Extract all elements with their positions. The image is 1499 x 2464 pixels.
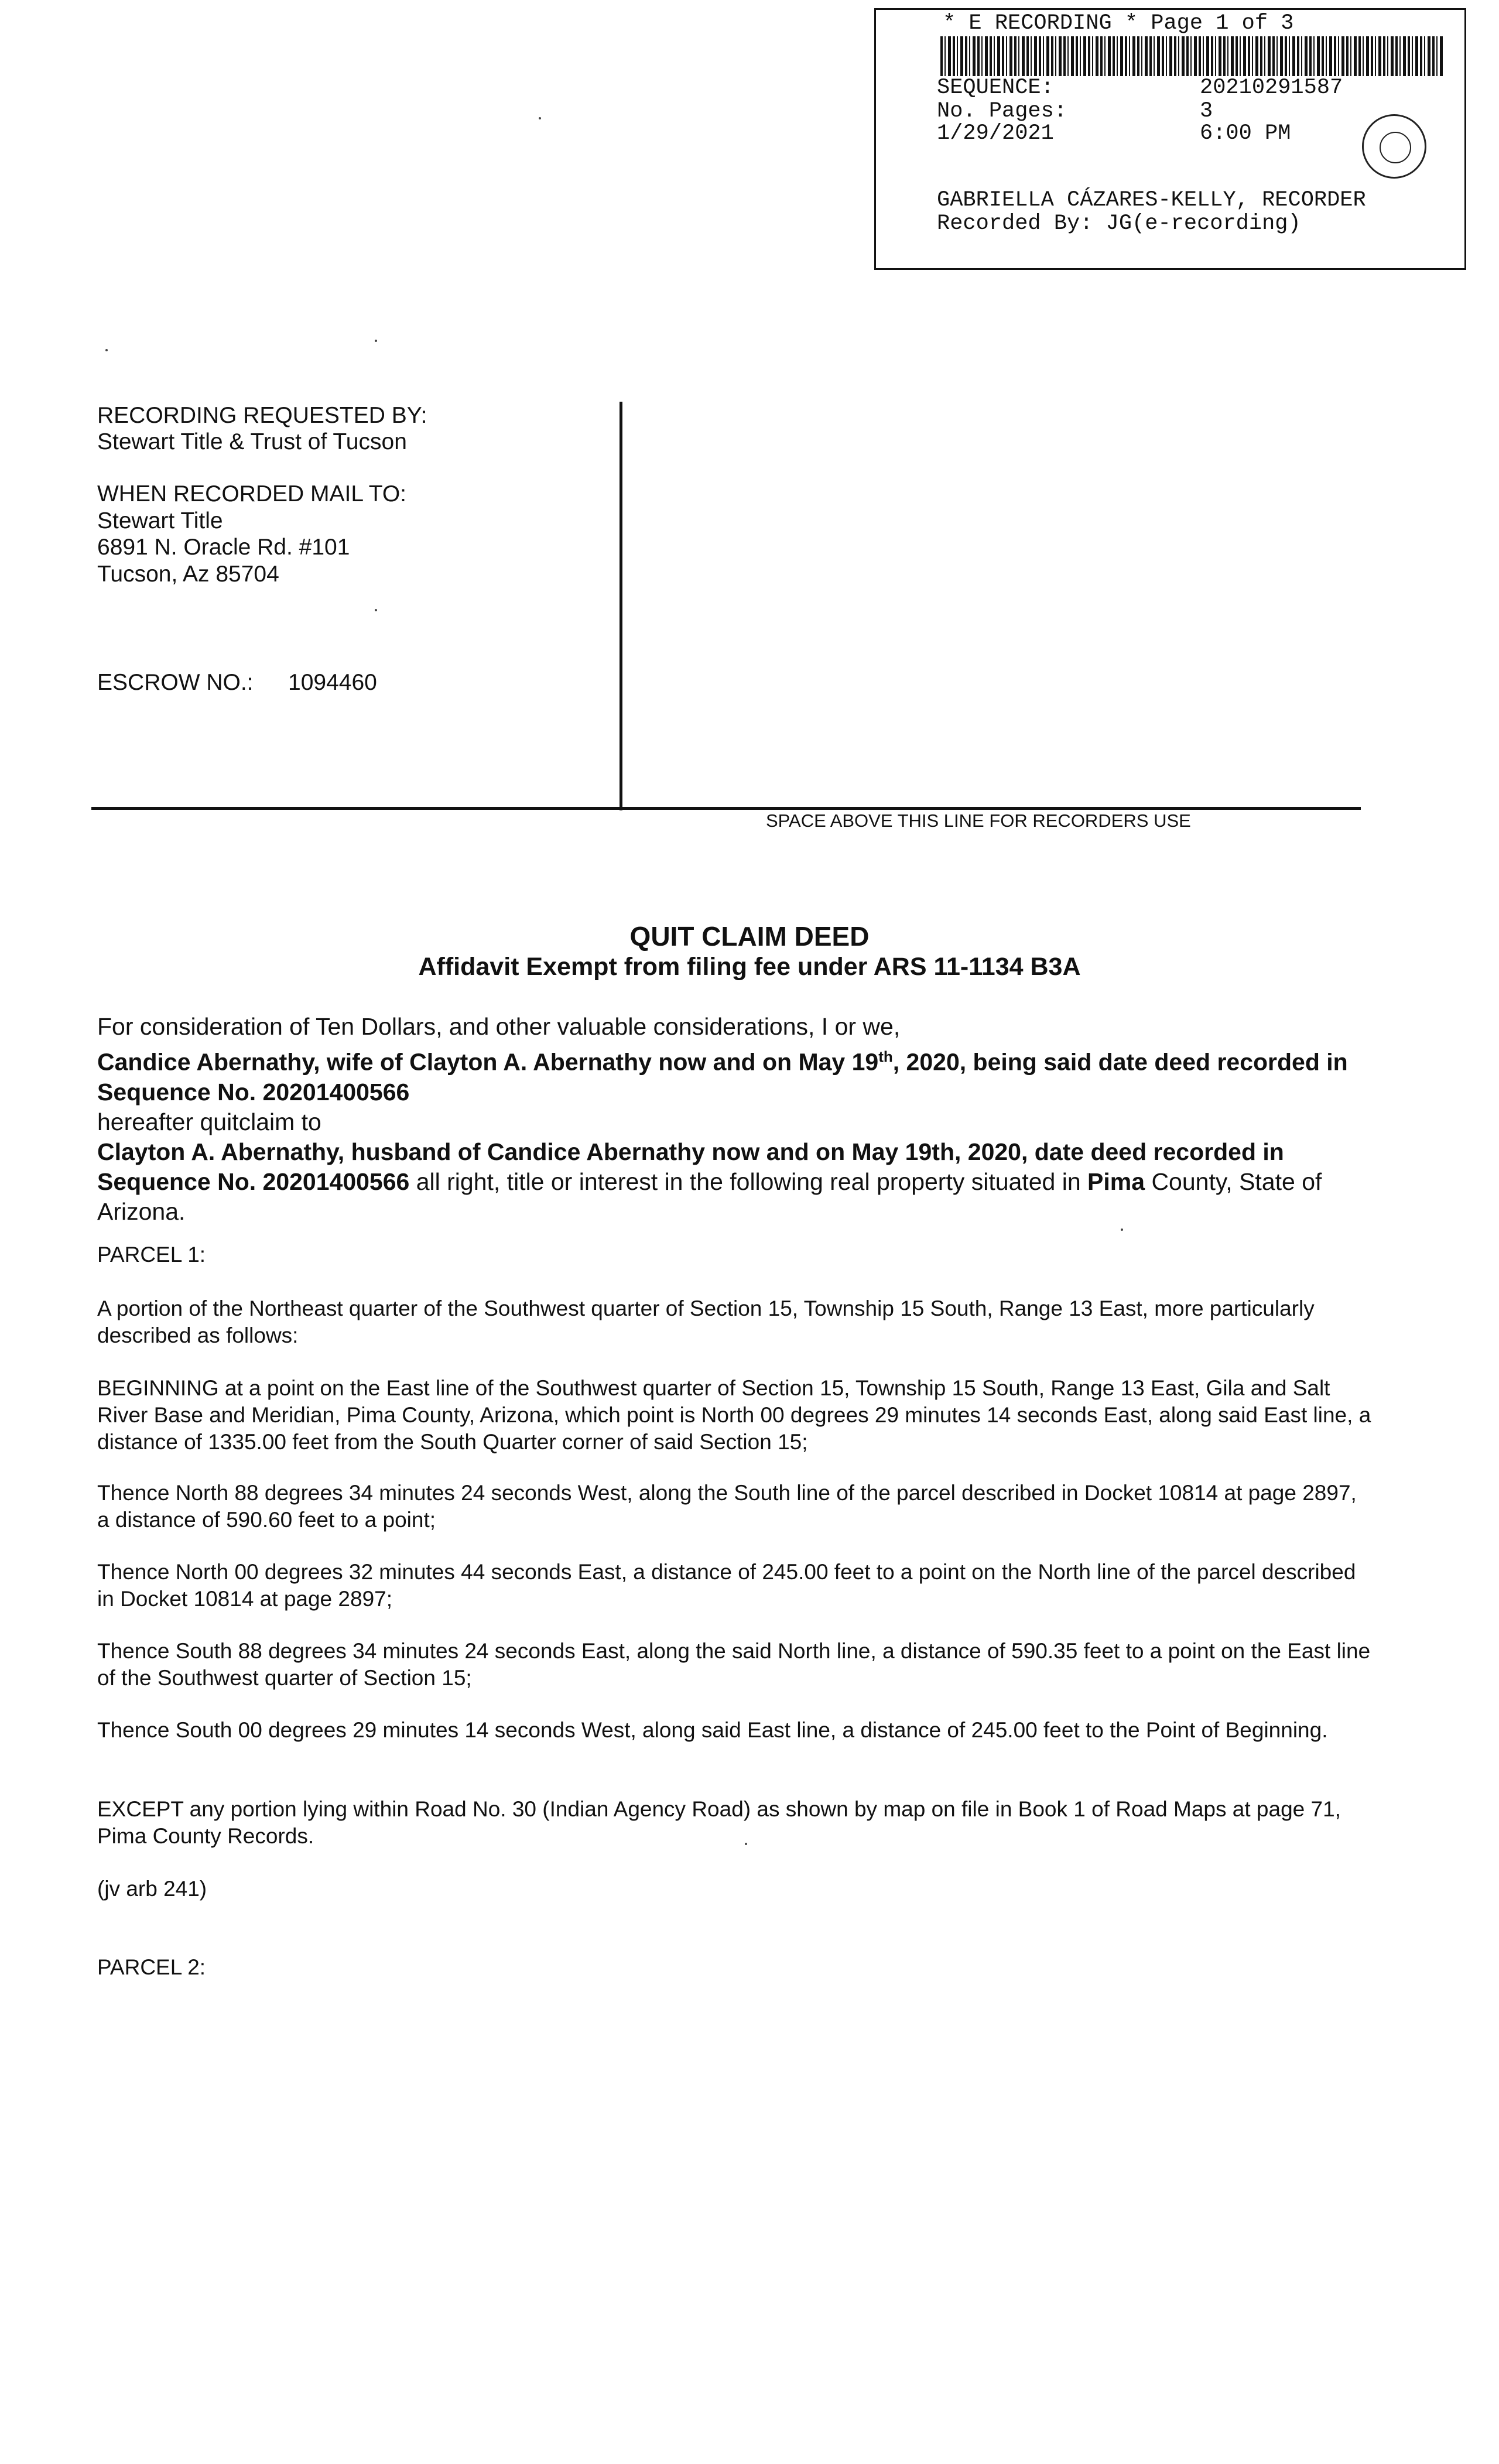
parcel1-course-1: Thence North 88 degrees 34 minutes 24 seconds West, along the South line of the parcel described in Docket 10814 at page 2897, a distance of 590.60 feet to a point;	[97, 1481, 1357, 1532]
parcel1-course-3: Thence South 88 degrees 34 minutes 24 seconds East, along the said North line, a distance of 590.35 feet to a point on the East line of the Southwest quarter of Section 15;	[97, 1639, 1371, 1690]
document-title: QUIT CLAIM DEED	[629, 921, 870, 952]
scan-speck	[1121, 1228, 1123, 1231]
grantor-text-a: Candice Abernathy, wife of Clayton A. Abernathy now and on May 19	[97, 1048, 879, 1076]
scan-speck	[539, 117, 541, 119]
sequence-label: SEQUENCE:	[937, 76, 1054, 100]
scan-speck	[375, 609, 377, 611]
escrow-value: 1094460	[288, 670, 377, 695]
grantee-text: Clayton A. Abernathy, husband of Candice Abernathy now and on May 19th, 2020, date deed recorded in Sequence No. 20201400566	[97, 1138, 1284, 1195]
parcel1-description: A portion of the Northeast quarter of the Southwest quarter of Section 15, Township 15 South, Range 13 East, more particularly described as follows:	[97, 1296, 1315, 1347]
parcel1-heading: PARCEL 1:	[97, 1243, 206, 1267]
mail-to-line1: Stewart Title	[97, 508, 223, 533]
recorded-by: Recorded By: JG(e-recording)	[937, 211, 1301, 236]
pages-label: No. Pages:	[937, 99, 1067, 124]
vertical-rule	[620, 402, 622, 810]
parcel1-reference: (jv arb 241)	[97, 1877, 207, 1901]
rest-text-a: all right, title or interest in the following real property situated in	[409, 1168, 1088, 1195]
parcel1-beginning: BEGINNING at a point on the East line of the Southwest quarter of Section 15, Township 15 South, Range 13 East, Gila and Salt River Base and Meridian, Pima County, Arizona, which point is North 00 degrees 29 minutes 14 seconds East, along said East line, a distance of 1335.00 feet from the South Quarter corner of said Section 15;	[97, 1376, 1371, 1454]
recording-stamp	[874, 8, 1466, 270]
barcode	[940, 36, 1444, 76]
consideration-intro: For consideration of Ten Dollars, and other valuable considerations, I or we,	[97, 1013, 901, 1040]
scan-speck	[375, 340, 377, 342]
grantor-superscript: th	[878, 1048, 893, 1065]
parcel1-course-2: Thence North 00 degrees 32 minutes 44 seconds East, a distance of 245.00 feet to a point on the North line of the parcel described in Docket 10814 at page 2897;	[97, 1560, 1356, 1611]
recorder-name: GABRIELLA CÁZARES-KELLY, RECORDER	[937, 188, 1366, 213]
sequence-value: 20210291587	[1200, 76, 1343, 100]
consideration-paragraph	[97, 1012, 1368, 1227]
parcel1-exception: EXCEPT any portion lying within Road No. 30 (Indian Agency Road) as shown by map on file in Book 1 of Road Maps at page 71, Pima County Records.	[97, 1797, 1341, 1848]
mail-to-line2: 6891 N. Oracle Rd. #101	[97, 535, 350, 560]
parcel2-heading: PARCEL 2:	[97, 1955, 206, 1979]
recording-time: 6:00 PM	[1200, 121, 1291, 146]
space-above-note: SPACE ABOVE THIS LINE FOR RECORDERS USE	[766, 810, 1191, 831]
quitclaim-text: hereafter quitclaim to	[97, 1108, 321, 1135]
recording-requested-value: Stewart Title & Trust of Tucson	[97, 429, 407, 454]
recording-requested-label: RECORDING REQUESTED BY:	[97, 403, 427, 428]
mail-to-line3: Tucson, Az 85704	[97, 562, 279, 587]
grantor-clause	[97, 1042, 1368, 1107]
rest-text-b: County, State of Arizona.	[97, 1168, 1322, 1225]
county-recorder-seal	[1362, 114, 1426, 179]
pages-value: 3	[1200, 99, 1213, 124]
recorder-space-line	[91, 807, 1361, 810]
escrow-label: ESCROW NO.:	[97, 670, 254, 695]
parcel1-course-4: Thence South 00 degrees 29 minutes 14 seconds West, along said East line, a distance of 245.00 feet to the Point of Beginning.	[97, 1718, 1328, 1742]
county-name: Pima	[1087, 1168, 1145, 1195]
recording-date: 1/29/2021	[937, 121, 1054, 146]
grantor-text-b: , 2020, being said date deed recorded in Sequence No. 20201400566	[97, 1048, 1348, 1106]
stamp-header: * E RECORDING * Page 1 of 3	[943, 11, 1294, 36]
grantee-clause	[97, 1137, 1368, 1227]
scan-speck	[105, 349, 108, 351]
document-subtitle: Affidavit Exempt from filing fee under ARS 11-1134 B3A	[418, 953, 1081, 981]
mail-to-label: WHEN RECORDED MAIL TO:	[97, 481, 407, 507]
scan-speck	[745, 1843, 747, 1845]
